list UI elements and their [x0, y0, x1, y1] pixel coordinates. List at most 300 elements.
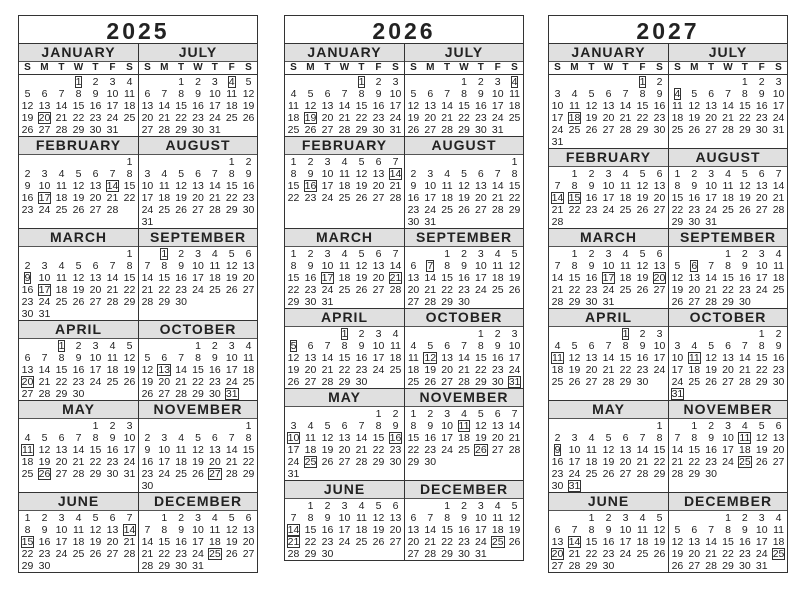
day-number: 1	[639, 76, 646, 88]
day-number: 24	[192, 284, 204, 296]
day-cell	[617, 548, 634, 560]
day-cell	[302, 364, 319, 376]
day-cell	[370, 76, 387, 88]
day-cell	[439, 548, 456, 560]
weekday-label: W	[193, 62, 203, 73]
day-grid	[549, 76, 668, 148]
day-cell	[686, 112, 703, 124]
day-number: 12	[475, 420, 487, 432]
day-cell	[104, 364, 121, 376]
day-cell	[19, 88, 36, 100]
day-number: 17	[755, 536, 768, 548]
day-number: 17	[441, 432, 453, 444]
day-cell	[173, 284, 190, 296]
day-number: 18	[55, 284, 68, 296]
day-cell	[19, 388, 36, 400]
month-block	[404, 481, 523, 560]
day-number: 23	[585, 284, 598, 296]
month-block	[285, 309, 404, 388]
day-number: 25	[209, 284, 221, 296]
day-number: 5	[144, 352, 151, 364]
empty-cell	[703, 76, 720, 88]
year-block	[284, 15, 524, 561]
holiday-day-cell	[353, 76, 370, 88]
day-number: 19	[175, 192, 187, 204]
day-cell	[456, 112, 473, 124]
day-number: 27	[89, 296, 102, 308]
weekday-label: T	[588, 62, 595, 73]
day-cell	[121, 536, 138, 548]
day-cell	[549, 124, 566, 136]
year-title: 2027	[549, 16, 787, 44]
day-number: 26	[568, 376, 581, 388]
day-number: 3	[477, 500, 484, 512]
day-cell	[422, 88, 439, 100]
day-cell	[121, 376, 138, 388]
day-cell	[104, 352, 121, 364]
empty-cell	[405, 156, 422, 168]
day-cell	[156, 456, 173, 468]
day-number: 24	[38, 204, 51, 216]
day-cell	[19, 560, 36, 572]
day-cell	[634, 376, 651, 388]
day-cell	[770, 364, 787, 376]
day-cell	[353, 180, 370, 192]
day-number: 23	[424, 444, 437, 456]
day-cell	[223, 88, 240, 100]
day-number: 11	[620, 180, 631, 192]
day-cell	[506, 168, 523, 180]
day-number: 26	[123, 376, 136, 388]
day-number: 8	[674, 180, 681, 192]
empty-cell	[549, 248, 566, 260]
day-number: 8	[92, 432, 99, 444]
day-number: 26	[424, 376, 437, 388]
day-number: 5	[511, 500, 518, 512]
day-number: 4	[725, 168, 731, 180]
day-number: 4	[588, 432, 595, 444]
day-number: 23	[192, 112, 204, 124]
day-cell	[206, 456, 223, 468]
day-number: 14	[106, 180, 119, 192]
month-block	[19, 493, 138, 572]
day-cell	[489, 432, 506, 444]
day-cell	[456, 76, 473, 88]
day-cell	[583, 524, 600, 536]
day-number: 2	[195, 76, 201, 88]
day-number: 31	[508, 376, 521, 388]
holiday-day-cell	[472, 444, 489, 456]
day-cell	[549, 468, 566, 480]
empty-cell	[53, 420, 70, 432]
day-cell	[173, 88, 190, 100]
day-cell	[549, 432, 566, 444]
day-number: 29	[304, 548, 317, 560]
day-cell	[669, 204, 686, 216]
month-name: FEBRUARY	[19, 137, 138, 155]
day-cell	[456, 180, 473, 192]
day-cell	[669, 432, 686, 444]
holiday-day-cell	[36, 468, 53, 480]
day-cell	[600, 204, 617, 216]
day-number: 18	[175, 456, 187, 468]
day-number: 11	[739, 432, 751, 444]
day-cell	[156, 388, 173, 400]
day-number: 19	[671, 284, 684, 296]
month-row	[285, 309, 523, 389]
day-number: 26	[72, 204, 85, 216]
holiday-day-cell	[549, 352, 566, 364]
day-number: 21	[739, 364, 751, 376]
day-cell	[583, 444, 600, 456]
day-number: 5	[461, 168, 467, 180]
day-number: 14	[705, 272, 717, 284]
day-number: 30	[636, 376, 649, 388]
holiday-day-cell	[634, 76, 651, 88]
day-number: 2	[245, 156, 252, 168]
day-number: 15	[636, 100, 649, 112]
day-cell	[770, 168, 787, 180]
day-number: 29	[688, 468, 701, 480]
day-number: 13	[619, 444, 632, 456]
day-number: 24	[209, 112, 221, 124]
day-cell	[506, 204, 523, 216]
day-cell	[456, 376, 473, 388]
day-cell	[770, 524, 787, 536]
day-number: 19	[705, 364, 717, 376]
day-number: 27	[441, 376, 453, 388]
day-number: 22	[739, 112, 751, 124]
day-number: 21	[389, 180, 402, 192]
day-cell	[319, 444, 336, 456]
day-cell	[240, 444, 257, 456]
day-number: 29	[158, 296, 171, 308]
day-cell	[651, 524, 668, 536]
day-number: 17	[38, 284, 51, 296]
day-number: 28	[225, 468, 238, 480]
day-cell	[405, 284, 422, 296]
day-number: 15	[175, 100, 187, 112]
day-cell	[506, 364, 523, 376]
day-number: 7	[427, 512, 434, 524]
day-cell	[87, 536, 104, 548]
day-number: 30	[475, 124, 487, 136]
day-cell	[583, 192, 600, 204]
day-cell	[285, 376, 302, 388]
day-number: 14	[141, 536, 154, 548]
day-number: 18	[355, 524, 368, 536]
day-number: 2	[461, 248, 467, 260]
day-cell	[70, 340, 87, 352]
day-cell	[472, 284, 489, 296]
day-cell	[422, 180, 439, 192]
day-cell	[703, 468, 720, 480]
day-cell	[173, 100, 190, 112]
day-number: 8	[461, 88, 467, 100]
day-number: 24	[321, 284, 334, 296]
day-number: 24	[372, 364, 385, 376]
day-number: 30	[242, 204, 255, 216]
day-cell	[319, 112, 336, 124]
day-number: 4	[494, 248, 501, 260]
day-number: 10	[602, 180, 615, 192]
day-cell	[302, 524, 319, 536]
year-block	[18, 15, 258, 573]
day-number: 7	[392, 156, 399, 168]
day-cell	[370, 456, 387, 468]
day-number: 8	[656, 432, 663, 444]
day-number: 25	[739, 456, 751, 468]
day-number: 20	[619, 456, 632, 468]
day-number: 4	[444, 168, 451, 180]
day-number: 19	[321, 444, 334, 456]
day-cell	[651, 168, 668, 180]
day-cell	[139, 432, 156, 444]
day-cell	[651, 260, 668, 272]
day-number: 4	[571, 88, 578, 100]
day-number: 7	[161, 88, 168, 100]
month-name: JANUARY	[285, 44, 404, 62]
day-cell	[223, 168, 240, 180]
day-cell	[422, 432, 439, 444]
day-grid	[405, 500, 523, 560]
day-cell	[36, 548, 53, 560]
day-number: 13	[55, 444, 68, 456]
day-cell	[600, 352, 617, 364]
day-cell	[156, 192, 173, 204]
day-number: 27	[192, 204, 204, 216]
day-cell	[617, 260, 634, 272]
day-number: 13	[338, 432, 351, 444]
day-cell	[387, 408, 404, 420]
day-number: 16	[141, 456, 154, 468]
holiday-day-cell	[285, 524, 302, 536]
day-number: 28	[158, 124, 171, 136]
day-number: 1	[511, 156, 518, 168]
day-cell	[439, 112, 456, 124]
day-number: 30	[192, 124, 204, 136]
day-number: 11	[773, 524, 785, 536]
day-number: 8	[178, 88, 185, 100]
day-number: 10	[755, 260, 768, 272]
day-number: 28	[508, 444, 521, 456]
month-name: AUGUST	[139, 137, 257, 155]
day-cell	[566, 352, 583, 364]
day-number: 23	[38, 548, 51, 560]
day-number: 16	[739, 272, 751, 284]
day-cell	[405, 376, 422, 388]
day-cell	[36, 352, 53, 364]
day-number: 19	[225, 272, 238, 284]
day-number: 4	[109, 340, 116, 352]
day-cell	[703, 376, 720, 388]
day-number: 23	[21, 204, 34, 216]
day-cell	[223, 364, 240, 376]
day-cell	[223, 340, 240, 352]
day-number: 1	[444, 248, 451, 260]
day-number: 23	[551, 468, 564, 480]
day-number: 15	[568, 192, 581, 204]
day-cell	[405, 112, 422, 124]
day-number: 20	[21, 376, 34, 388]
holiday-day-cell	[19, 536, 36, 548]
month-row	[285, 389, 523, 481]
day-cell	[87, 100, 104, 112]
day-cell	[223, 156, 240, 168]
day-number: 29	[739, 124, 751, 136]
day-number: 5	[228, 512, 235, 524]
empty-cell	[19, 340, 36, 352]
day-number: 22	[688, 456, 701, 468]
day-cell	[387, 512, 404, 524]
day-number: 10	[619, 524, 632, 536]
month-name: MARCH	[285, 229, 404, 247]
day-cell	[285, 260, 302, 272]
day-number: 16	[21, 284, 34, 296]
day-number: 23	[653, 112, 666, 124]
day-cell	[156, 432, 173, 444]
day-number: 3	[375, 328, 382, 340]
day-number: 24	[475, 284, 487, 296]
day-number: 19	[636, 192, 649, 204]
empty-cell	[70, 420, 87, 432]
day-cell	[566, 468, 583, 480]
day-cell	[583, 352, 600, 364]
day-cell	[240, 468, 257, 480]
day-cell	[703, 560, 720, 572]
day-cell	[223, 260, 240, 272]
day-cell	[456, 272, 473, 284]
day-cell	[19, 192, 36, 204]
holiday-day-cell	[686, 352, 703, 364]
day-cell	[190, 168, 207, 180]
day-number: 13	[242, 260, 255, 272]
day-number: 10	[705, 180, 717, 192]
day-cell	[506, 100, 523, 112]
weekday-label: M	[426, 62, 435, 73]
day-cell	[489, 284, 506, 296]
day-cell	[387, 420, 404, 432]
day-number: 6	[444, 340, 451, 352]
day-number: 5	[427, 340, 434, 352]
day-number: 22	[287, 192, 300, 204]
day-cell	[387, 456, 404, 468]
day-number: 22	[585, 548, 598, 560]
day-number: 20	[688, 548, 701, 560]
day-cell	[336, 512, 353, 524]
weekday-label: S	[511, 62, 518, 73]
day-number: 20	[141, 112, 154, 124]
day-number: 23	[705, 456, 717, 468]
day-number: 27	[158, 388, 171, 400]
day-grid	[139, 512, 257, 572]
day-cell	[456, 432, 473, 444]
day-cell	[617, 456, 634, 468]
day-cell	[600, 340, 617, 352]
weekday-label: F	[639, 62, 646, 73]
day-number: 25	[772, 284, 785, 296]
day-cell	[617, 248, 634, 260]
day-cell	[720, 376, 737, 388]
day-number: 6	[775, 420, 782, 432]
day-number: 3	[554, 88, 561, 100]
day-cell	[139, 168, 156, 180]
day-grid	[139, 248, 257, 308]
day-number: 6	[708, 88, 715, 100]
day-number: 22	[123, 192, 136, 204]
day-number: 20	[372, 180, 385, 192]
empty-cell	[104, 248, 121, 260]
day-number: 8	[375, 420, 382, 432]
day-cell	[240, 456, 257, 468]
weekday-label: W	[723, 62, 733, 73]
day-cell	[720, 524, 737, 536]
day-number: 31	[602, 296, 615, 308]
day-cell	[104, 512, 121, 524]
day-cell	[87, 364, 104, 376]
month-name: DECEMBER	[669, 493, 787, 511]
empty-cell	[566, 328, 583, 340]
day-number: 7	[341, 88, 348, 100]
day-cell	[566, 204, 583, 216]
day-cell	[669, 124, 686, 136]
day-number: 12	[602, 444, 615, 456]
day-cell	[770, 352, 787, 364]
day-cell	[104, 444, 121, 456]
day-number: 8	[307, 512, 314, 524]
day-number: 24	[705, 204, 717, 216]
day-number: 7	[109, 260, 116, 272]
day-number: 6	[307, 340, 314, 352]
day-cell	[240, 248, 257, 260]
day-number: 9	[324, 512, 331, 524]
day-number: 9	[24, 272, 31, 284]
holiday-day-cell	[566, 480, 583, 492]
day-number: 6	[494, 408, 501, 420]
day-number: 14	[722, 100, 734, 112]
day-cell	[651, 204, 668, 216]
day-cell	[319, 260, 336, 272]
day-cell	[70, 432, 87, 444]
day-number: 18	[338, 180, 351, 192]
day-number: 29	[619, 376, 632, 388]
day-cell	[223, 180, 240, 192]
day-number: 16	[772, 352, 785, 364]
day-number: 8	[358, 88, 365, 100]
day-cell	[336, 168, 353, 180]
day-cell	[583, 88, 600, 100]
day-number: 4	[58, 260, 65, 272]
day-cell	[121, 364, 138, 376]
day-cell	[302, 444, 319, 456]
day-cell	[651, 180, 668, 192]
empty-cell	[336, 408, 353, 420]
day-cell	[87, 420, 104, 432]
day-number: 21	[141, 284, 154, 296]
empty-cell	[206, 156, 223, 168]
day-cell	[770, 284, 787, 296]
day-grid	[285, 76, 404, 136]
day-cell	[651, 548, 668, 560]
day-number: 16	[653, 100, 666, 112]
day-number: 14	[551, 272, 564, 284]
day-number: 8	[24, 524, 31, 536]
day-cell	[70, 260, 87, 272]
empty-cell	[104, 156, 121, 168]
day-cell	[736, 180, 753, 192]
day-number: 5	[758, 420, 765, 432]
day-cell	[600, 88, 617, 100]
